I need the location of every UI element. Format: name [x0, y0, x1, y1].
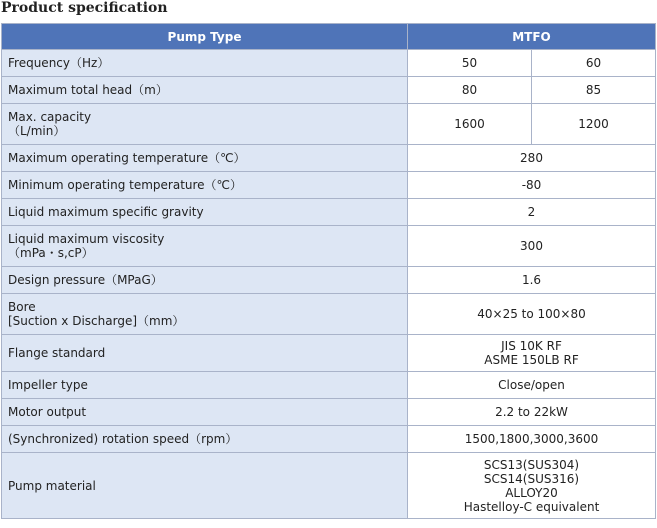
row-value: 2: [408, 199, 656, 226]
row-label: Maximum operating temperature（℃）: [2, 145, 408, 172]
row-label: [2, 104, 408, 145]
row-label: [2, 226, 408, 267]
row-label-line: （L/min）: [8, 124, 66, 138]
row-label-line: Max. capacity: [8, 110, 92, 124]
row-label: [2, 294, 408, 335]
header-model: MTFO: [408, 24, 656, 50]
row-label: Impeller type: [2, 372, 408, 399]
table-row: [2, 399, 656, 426]
row-value: Close/open: [408, 372, 656, 399]
table-row: [2, 335, 656, 372]
row-label-line: Bore: [8, 300, 36, 314]
row-label-line: [Suction x Discharge]（mm）: [8, 314, 185, 328]
page-title: Product specification: [1, 0, 168, 16]
row-value: 1500,1800,3000,3600: [408, 426, 656, 453]
row-value-50hz: 80: [408, 77, 532, 104]
table-row: [2, 453, 656, 519]
row-value-line: ASME 150LB RF: [484, 353, 579, 367]
table-row: [2, 77, 656, 104]
row-label: Flange standard: [2, 335, 408, 372]
row-value: 40×25 to 100×80: [408, 294, 656, 335]
row-label-line: （mPa・s,cP）: [8, 246, 94, 260]
row-value-60hz: 60: [532, 50, 656, 77]
row-label: Design pressure（MPaG）: [2, 267, 408, 294]
row-value-line: JIS 10K RF: [501, 339, 562, 353]
row-label: (Synchronized) rotation speed（rpm）: [2, 426, 408, 453]
row-value: 2.2 to 22kW: [408, 399, 656, 426]
row-value-line: SCS13(SUS304): [483, 457, 580, 472]
table-row: [2, 426, 656, 453]
table-row: [2, 145, 656, 172]
row-value: -80: [408, 172, 656, 199]
row-label: Motor output: [2, 399, 408, 426]
row-label: Minimum operating temperature（℃）: [2, 172, 408, 199]
row-value-line: ALLOY20: [505, 485, 558, 500]
row-value-line: Hastelloy-C equivalent: [463, 499, 600, 514]
row-value-line: SCS14(SUS316): [483, 471, 580, 486]
table-row: [2, 372, 656, 399]
row-value: 1.6: [408, 267, 656, 294]
specification-table: [1, 23, 656, 519]
table-row: [2, 199, 656, 226]
row-value-60hz: 1200: [532, 104, 656, 145]
table-row: [2, 104, 656, 145]
table-row: [2, 294, 656, 335]
row-value: 280: [408, 145, 656, 172]
row-value-50hz: 50: [408, 50, 532, 77]
row-value: 300: [408, 226, 656, 267]
header-pump-type: Pump Type: [2, 24, 408, 50]
row-label: Maximum total head（m）: [2, 77, 408, 104]
row-label: Liquid maximum specific gravity: [2, 199, 408, 226]
row-value: [408, 335, 656, 372]
row-value-50hz: 1600: [408, 104, 532, 145]
table-row: [2, 172, 656, 199]
table-header-row: [2, 24, 656, 50]
table-row: [2, 226, 656, 267]
row-label: Pump material: [2, 453, 408, 519]
row-label: Frequency（Hz）: [2, 50, 408, 77]
row-value: [408, 453, 656, 519]
table-row: [2, 50, 656, 77]
row-value-60hz: 85: [532, 77, 656, 104]
table-row: [2, 267, 656, 294]
row-label-line: Liquid maximum viscosity: [8, 232, 165, 246]
